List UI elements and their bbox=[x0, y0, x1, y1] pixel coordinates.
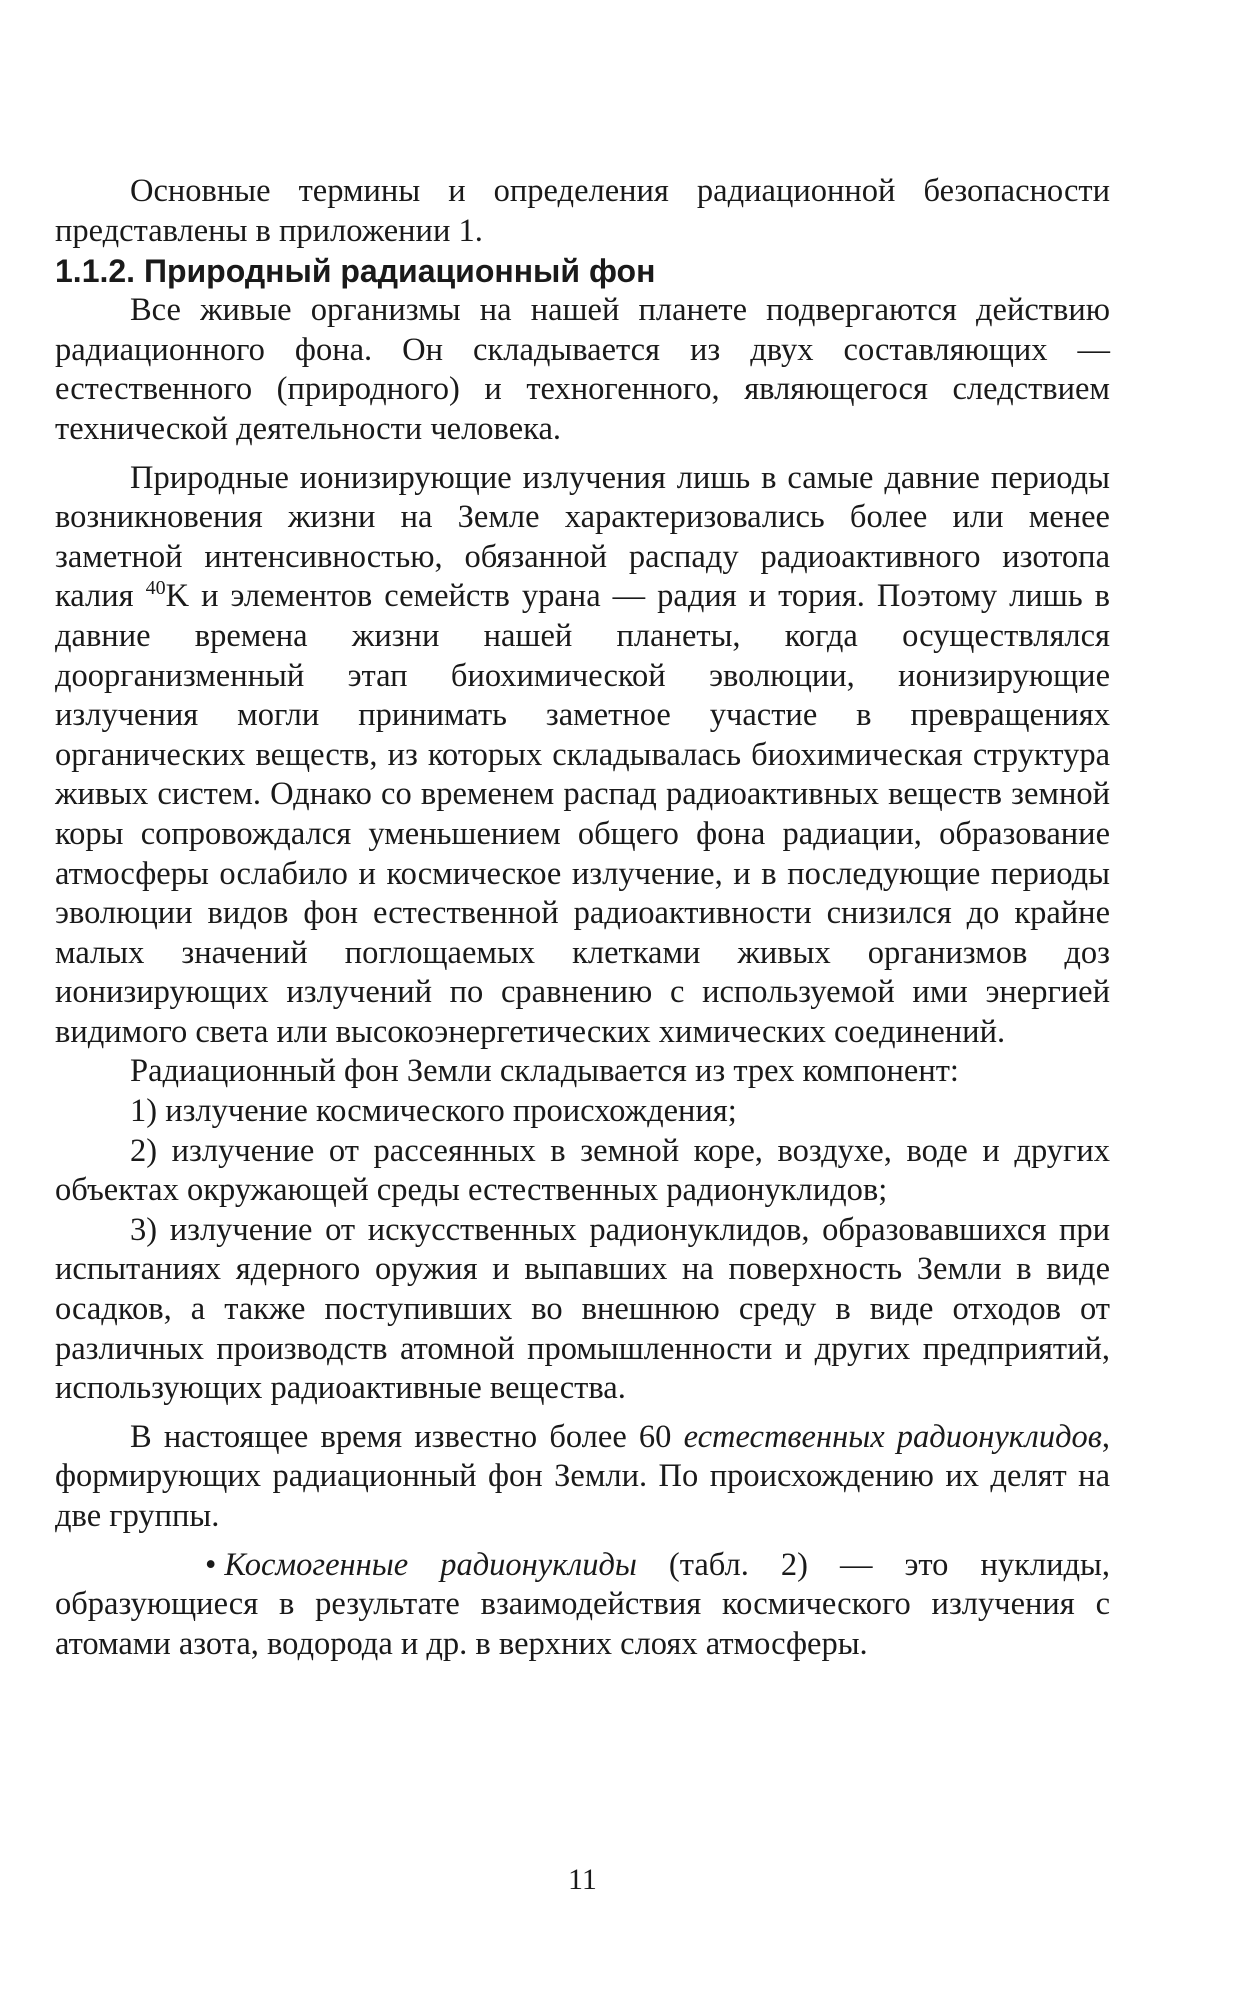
paragraph-components-intro: Радиационный фон Земли складывается из трех компонент: bbox=[130, 1053, 959, 1090]
paragraph-natural-ionizing-radiation bbox=[55, 459, 1110, 1053]
list-item-artificial-radionuclides: 3) излучение от искусственных радионуклидов, образовавшихся при испытаниях ядерного оружия и выпавших на поверхность Земли в виде осадков, а также поступивших во внешнюю среду в виде отходов от различных производств атомной промышленности и других предприятий, использующих радиоактивные вещества. bbox=[55, 1211, 1110, 1407]
paragraph-text-end: , формирующих радиационный фон Земли. По происхождению их делят на две группы. bbox=[55, 1418, 1110, 1534]
bullet-cosmogenic-radionuclides bbox=[55, 1546, 1110, 1665]
page-number: 11 bbox=[568, 1863, 597, 1896]
intro-paragraph: Основные термины и определения радиационной безопасности представлены в приложении 1. bbox=[55, 173, 1110, 249]
paragraph-radiation-background: Все живые организмы на нашей планете подвергаются действию радиационного фона. Он складывается из двух составляющих — естественного (природного) и техногенного, являющегося следствием технической деятельности человека. bbox=[55, 292, 1110, 447]
paragraph-text-end: (табл. 2) — это нуклиды, образующиеся в результате взаимодействия космического излучения с атомами азота, водорода и др. в верхних слоях атмосферы. bbox=[55, 1546, 1110, 1662]
list-item-cosmic: 1) излучение космического происхождения; bbox=[130, 1093, 737, 1130]
bullet-icon: • bbox=[205, 1546, 217, 1583]
list-item-natural-radionuclides: 2) излучение от рассеянных в земной коре, воздухе, воде и других объектах окружающей среды естественных радионуклидов; bbox=[55, 1132, 1110, 1209]
paragraph-text-start: Природные ионизирующие излучения лишь в самые давние периоды возникновения жизни на Земле характеризовались более или менее заметной интенсивностью, обязанной распаду радиоактивного изотопа калия bbox=[55, 459, 1110, 615]
paragraph-text-end: K и элементов семейств урана — радия и тория. Поэтому лишь в давние времена жизни нашей планеты, когда осуществлялся доорганизменный этап биохимической эволюции, ионизирующие излучения могли принимать заметное участие в превращениях органических веществ, из которых складывалась биохимическая структура живых систем. Однако со временем распад радиоактивных веществ земной коры сопровождался уменьшением общего фона радиации, образование атмосферы ослабило и космическое излучение, и в последующие периоды эволюции видов фон естественной радиоактивности снизился до крайне малых значений поглощаемых клетками живых организмов доз ионизирующих излучений по сравнению с используемой ими энергией видимого света или высокоэнергетических химических соединений. bbox=[55, 578, 1110, 1050]
paragraph-text-start: В настоящее время известно более 60 bbox=[130, 1418, 684, 1455]
term-natural-radionuclides: естественных радионуклидов bbox=[683, 1418, 1102, 1455]
section-heading: 1.1.2. Природный радиационный фон bbox=[55, 253, 656, 290]
paragraph-natural-radionuclides-count bbox=[55, 1418, 1110, 1537]
page-body bbox=[55, 172, 1110, 1664]
isotope-mass-number: 40 bbox=[145, 577, 166, 600]
term-cosmogenic-radionuclides: Космогенные радионуклиды bbox=[224, 1546, 637, 1583]
